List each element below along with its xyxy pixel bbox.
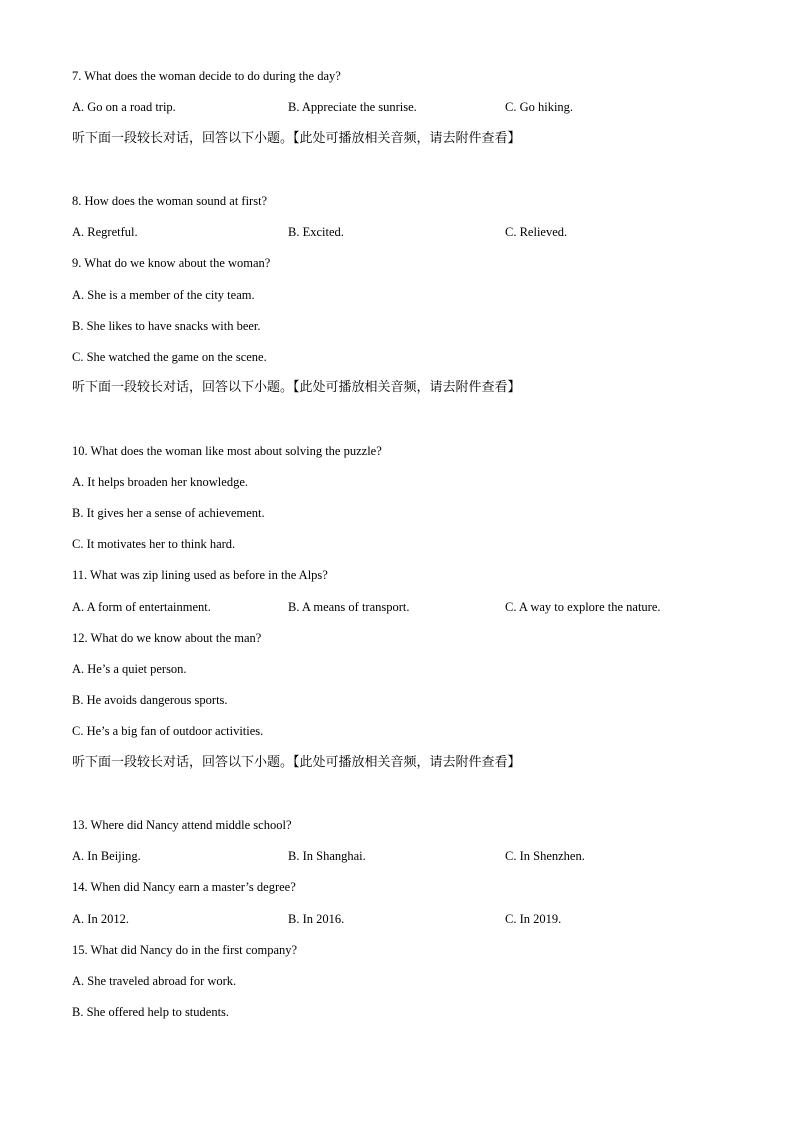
question-14-option-b: B. In 2016. [288,912,345,926]
question-13-option-a: A. In Beijing. [72,849,141,863]
question-13-option-b: B. In Shanghai. [288,849,366,863]
question-9-option-c: C. She watched the game on the scene. [72,350,267,364]
question-7-option-b: B. Appreciate the sunrise. [288,100,417,114]
question-11-option-b: B. A means of transport. [288,600,410,614]
question-10-option-a: A. It helps broaden her knowledge. [72,475,248,489]
question-9-option-b: B. She likes to have snacks with beer. [72,319,261,333]
question-11-option-a: A. A form of entertainment. [72,600,211,614]
question-12-option-b: B. He avoids dangerous sports. [72,693,228,707]
question-15-option-b: B. She offered help to students. [72,1005,230,1019]
question-7-stem: 7. What does the woman decide to do during the day? [72,69,341,83]
question-12-option-c: C. He’s a big fan of outdoor activities. [72,724,264,738]
question-7-option-a: A. Go on a road trip. [72,100,176,114]
listening-instruction-1: 听下面一段较长对话，回答以下小题。【此处可播放相关音频，请去附件查看】 [72,131,521,146]
question-10-stem: 10. What does the woman like most about solving the puzzle? [72,444,382,458]
question-11-option-c: C. A way to explore the nature. [505,600,661,614]
question-10-option-c: C. It motivates her to think hard. [72,537,236,551]
question-10-option-b: B. It gives her a sense of achievement. [72,506,265,520]
listening-instruction-3: 听下面一段较长对话，回答以下小题。【此处可播放相关音频，请去附件查看】 [72,755,521,770]
question-14-stem: 14. When did Nancy earn a master’s degree? [72,880,296,894]
question-12-stem: 12. What do we know about the man? [72,631,262,645]
question-9-option-a: A. She is a member of the city team. [72,288,255,302]
question-9-stem: 9. What do we know about the woman? [72,256,271,270]
question-11-stem: 11. What was zip lining used as before in the Alps? [72,568,328,582]
question-8-option-c: C. Relieved. [505,225,568,239]
question-15-option-a: A. She traveled abroad for work. [72,974,237,988]
question-12-option-a: A. He’s a quiet person. [72,662,187,676]
question-8-option-b: B. Excited. [288,225,344,239]
question-13-option-c: C. In Shenzhen. [505,849,585,863]
question-14-option-c: C. In 2019. [505,912,562,926]
question-8-stem: 8. How does the woman sound at first? [72,194,268,208]
question-7-option-c: C. Go hiking. [505,100,574,114]
listening-instruction-2: 听下面一段较长对话，回答以下小题。【此处可播放相关音频，请去附件查看】 [72,380,521,395]
question-8-option-a: A. Regretful. [72,225,138,239]
question-14-option-a: A. In 2012. [72,912,129,926]
question-15-stem: 15. What did Nancy do in the first company? [72,943,298,957]
question-13-stem: 13. Where did Nancy attend middle school? [72,818,292,832]
